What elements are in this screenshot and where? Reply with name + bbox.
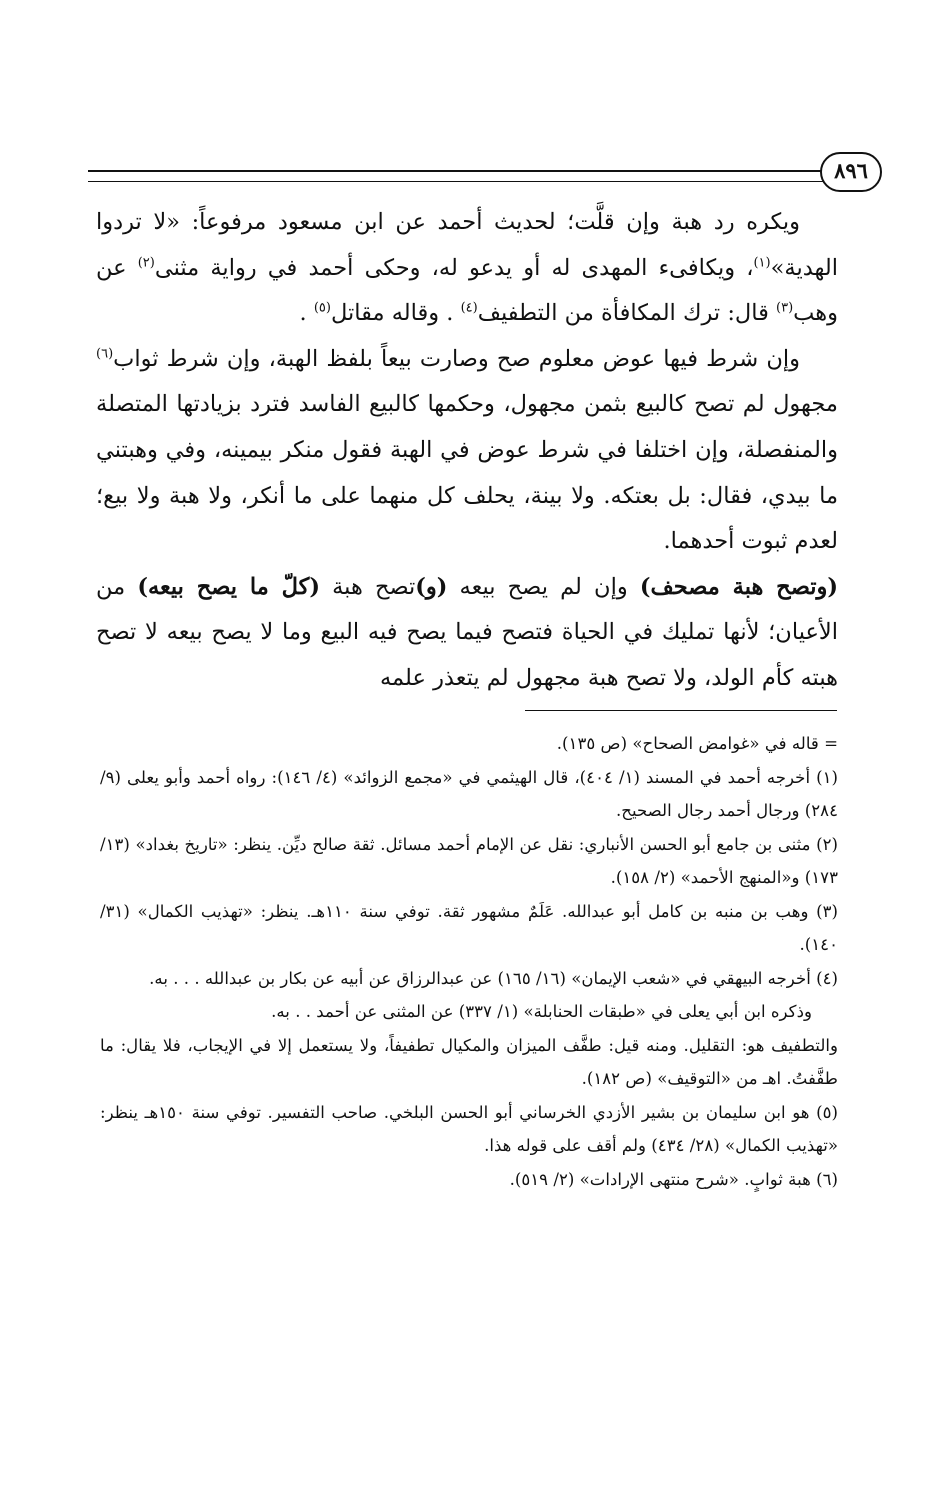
footnote: (١) أخرجه أحمد في المسند (١/ ٤٠٤)، قال الهيثمي في «مجمع الزوائد» (٤/ ١٤٦): رواه أحمد وأبو يعلى (٩/ ٢٨٤) ورجال أحمد رجال الصحيح. [100, 767, 838, 820]
text-segment: ويكره رد هبة وإن قلَّت؛ لحديث أحمد عن ابن مسعود مرفوعاً: «لا تردوا الهدية» [96, 209, 838, 281]
text-segment: من الأعيان؛ لأنها تمليك في الحياة فتصح فيما يصح فيه البيع وما لا يصح بيعه لا تصح هبته كأم الولد، ولا تصح هبة مجهول لم يتعذر علمه [96, 573, 838, 691]
text-segment: . [299, 300, 314, 327]
footnote-reference: (٣) [776, 300, 794, 316]
footnote-reference: (٤) [460, 300, 478, 316]
text-segment: قال: ترك المكافأة من التطفيف [477, 300, 777, 327]
page-number: ٨٩٦ [820, 152, 882, 192]
footnote: (٤) أخرجه البيهقي في «شعب الإيمان» (١٦/ ١٦٥) عن عبدالرزاق عن أبيه عن بكار بن عبدالله . . . به. [149, 968, 838, 988]
body-paragraph [96, 337, 838, 565]
main-text [96, 200, 838, 702]
footnote: (٥) هو ابن سليمان بن بشير الأزدي الخرساني أبو الحسن البلخي. صاحب التفسير. توفي سنة ١٥٠هـ ينظر: «تهذيب الكمال» (٢٨/ ٤٣٤) ولم أقف على قوله هذا. [100, 1102, 839, 1155]
footnote: = قاله في «غوامض الصحاح» (ص ١٣٥). [556, 734, 838, 753]
footnote: (٢) مثنى بن جامع أبو الحسن الأنباري: نقل عن الإمام أحمد مسائل. ثقة صالح ديِّن. ينظر: «تاريخ بغداد» (١٣/ ١٧٣) و«المنهج الأحمد» (٢/ ١٥٨). [100, 834, 838, 887]
footnote: والتطفيف هو: التقليل. ومنه قيل: طفَّف الميزان والمكيال تطفيفاً، ولا يستعمل إلا في الإيجاب، فلا يقال: ما طفَّفتُ. اهـ من «التوقيف» (ص ١٨٢). [100, 1035, 838, 1088]
footnote-separator [525, 710, 837, 711]
text-segment: . وقاله مقاتل [330, 300, 461, 327]
matn-text: (كلّ ما يصح بيعه) [137, 573, 320, 600]
footnote-reference: (٦) [96, 346, 114, 362]
footnotes [100, 727, 838, 1196]
footnote: (٦) هبة ثوابٍ. «شرح منتهى الإرادات» (٢/ ٥١٩). [509, 1169, 838, 1189]
footnote: وذكره ابن أبي يعلى في «طبقات الحنابلة» (١/ ٣٣٧) عن المثنى عن أحمد . . به. [271, 1002, 812, 1021]
matn-text: (و) [415, 573, 448, 600]
text-segment: وإن لم يصح بيعه [447, 573, 640, 600]
footnote-reference: (١) [753, 255, 771, 271]
body-paragraph [96, 565, 838, 702]
matn-text: (وتصح هبة مصحف) [639, 573, 838, 600]
footnote-reference: (٥) [313, 300, 331, 316]
text-segment: عن وهب [96, 254, 838, 327]
body-paragraph [96, 200, 838, 337]
footnote-reference: (٢) [137, 255, 155, 271]
text-segment: وإن شرط فيها عوض معلوم صح وصارت بيعاً بلفظ الهبة، وإن شرط ثواب [113, 345, 800, 372]
text-segment: مجهول لم تصح كالبيع بثمن مجهول، وحكمها كالبيع الفاسد فترد بزيادتها المتصلة والمنفصلة، وإن اختلفا في شرط عوض في الهبة فقول منكر بيمينه، وفي وهبتني ما بيدي، فقال: بل بعتكه. ولا بينة، يحلف كل منهما على ما أنكر، ولا هبة ولا بيع؛ لعدم ثبوت أحدهما. [96, 391, 838, 555]
text-segment: ، ويكافىء المهدى له أو يدعو له، وحكى أحمد في رواية مثنى [154, 254, 754, 281]
text-segment: تصح هبة [319, 573, 416, 600]
footnote: (٣) وهب بن منبه بن كامل أبو عبدالله. عَلَمٌ مشهور ثقة. توفي سنة ١١٠هـ. ينظر: «تهذيب الكمال» (٣١/ ١٤٠). [100, 901, 838, 954]
header-rule [88, 170, 823, 182]
